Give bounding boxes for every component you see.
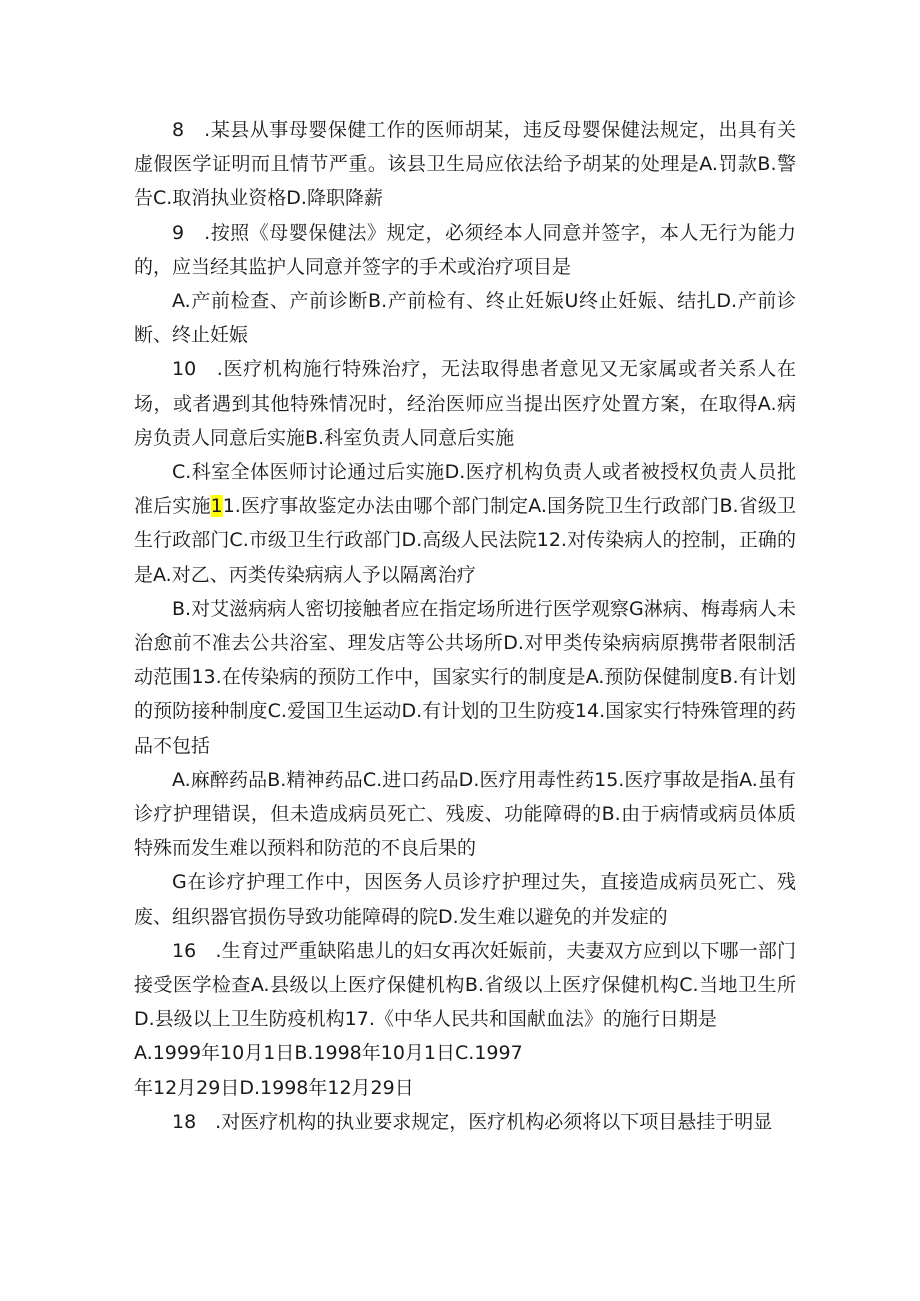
question-12-to-14: B.对艾滋病病人密切接触者应在指定场所进行医学观察G淋病、梅毒病人未治愈前不准去公共浴室、理发店等公共场所D.对甲类传染病病原携带者限制活动范围13.在传染病的预防工作中，国家实行的制度是A.预防保健制度B.有计划的预防接种制度C.爱国卫生运动D.有计划的卫生防疫14.国家实行特殊管理的药品不包括	[134, 597, 796, 757]
question-17-options-line-1: A.1999年10月1日B.1998年10月1日C.1997	[134, 1042, 523, 1065]
highlighted-number: 1	[210, 495, 223, 518]
question-18: 18 .对医疗机构的执业要求规定，医疗机构必须将以下项目悬挂于明显	[172, 1110, 773, 1133]
question-15-options: G在诊疗护理工作中，因医务人员诊疗护理过失，直接造成病员死亡、残废、组织器官损伤导致功能障碍的院D.发生难以避免的并发症的	[134, 871, 796, 928]
question-10-to-12	[134, 455, 796, 592]
question-8: 8 .某县从事母婴保健工作的医师胡某，违反母婴保健法规定，出具有关虚假医学证明而且情节严重。该县卫生局应依法给予胡某的处理是A.罚款B.警告C.取消执业资格D.降职降薪	[134, 119, 796, 210]
question-9-options: A.产前检查、产前诊断B.产前检有、终止妊娠U终止妊娠、结扎D.产前诊断、终止妊娠	[134, 290, 796, 347]
question-9: 9 .按照《母婴保健法》规定，必须经本人同意并签字，本人无行为能力的，应当经其监护人同意并签字的手术或治疗项目是	[134, 221, 796, 278]
question-11-12-text: 1.医疗事故鉴定办法由哪个部门制定A.国务院卫生行政部门B.省级卫生行政部门C.市级卫生行政部门D.高级人民法院12.对传染病人的控制，正确的是A.对乙、丙类传染病病人予以隔离治疗	[134, 495, 796, 586]
question-text-block	[134, 113, 796, 1139]
question-17-options-line-2: 年12月29日D.1998年12月29日	[134, 1076, 414, 1099]
question-10-options-text: C.科室全体医师讨论通过后实施D.医疗机构负责人或者被授权负责人员批准后实施	[134, 461, 796, 518]
question-14-to-15: A.麻醉药品B.精神药品C.进口药品D.医疗用毒性药15.医疗事故是指A.虽有诊疗护理错误，但未造成病员死亡、残废、功能障碍的B.由于病情或病员体质特殊而发生难以预料和防范的不良后果的	[134, 768, 796, 860]
question-10: 10 .医疗机构施行特殊治疗，无法取得患者意见又无家属或者关系人在场，或者遇到其他特殊情况时，经治医师应当提出医疗处置方案，在取得A.病房负责人同意后实施B.科室负责人同意后实施	[134, 358, 796, 449]
question-16-to-17: 16 .生育过严重缺陷患儿的妇女再次妊娠前，夫妻双方应到以下哪一部门接受医学检查A.县级以上医疗保健机构B.省级以上医疗保健机构C.当地卫生所D.县级以上卫生防疫机构17.《中华人民共和国献血法》的施行日期是	[134, 939, 796, 1031]
